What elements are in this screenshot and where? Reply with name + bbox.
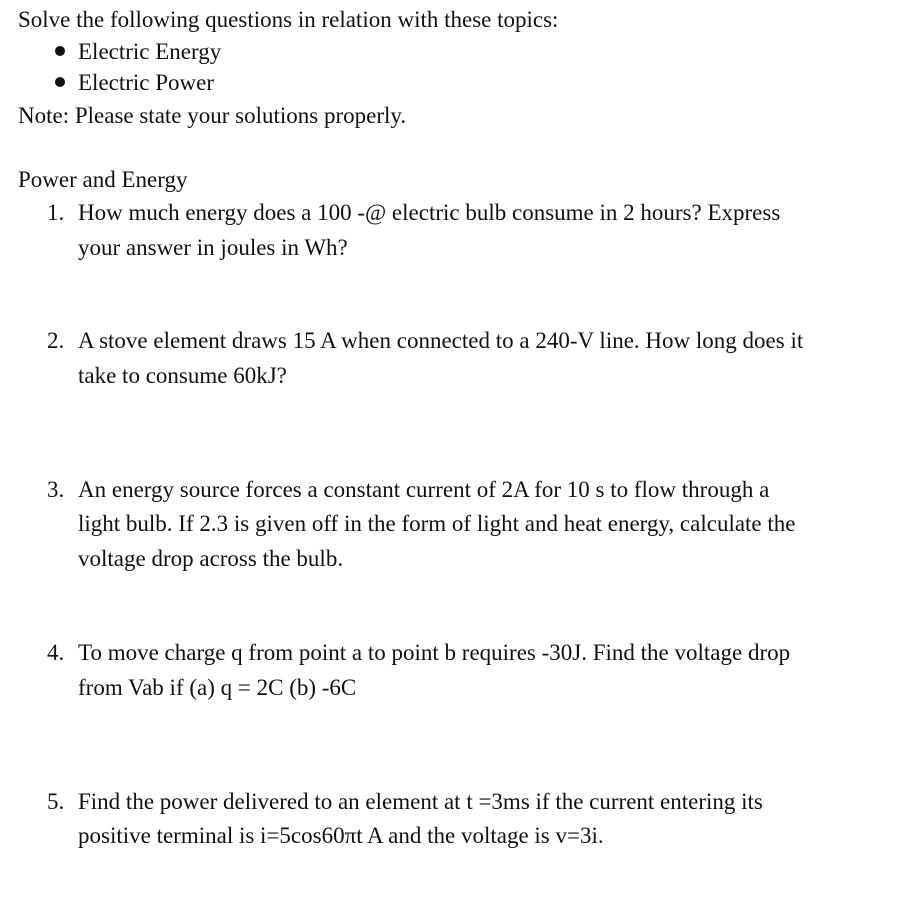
question-text-line: take to consume 60kJ? bbox=[78, 363, 287, 388]
question-text-line: How much energy does a 100 -@ electric bulb consume in 2 hours? Express bbox=[78, 200, 781, 225]
question-number: 3. bbox=[47, 477, 65, 502]
question-text-line: Find the power delivered to an element at t =3ms if the current entering its bbox=[78, 789, 763, 814]
question-text-line: your answer in joules in Wh? bbox=[78, 235, 348, 260]
topic-label: Electric Power bbox=[78, 70, 215, 95]
question-number: 2. bbox=[47, 328, 65, 353]
question-text-line: from Vab if (a) q = 2C (b) -6C bbox=[78, 675, 357, 700]
question-number: 1. bbox=[47, 200, 65, 225]
question-text-line: To move charge q from point a to point b requires -30J. Find the voltage drop bbox=[78, 640, 791, 665]
question-text-line: positive terminal is i=5cos60πt A and the voltage is v=3i. bbox=[78, 823, 604, 848]
bullet-icon bbox=[55, 77, 65, 87]
bullet-icon bbox=[55, 46, 65, 56]
topic-label: Electric Energy bbox=[78, 39, 222, 64]
intro-text: Solve the following questions in relation with these topics: bbox=[18, 7, 559, 32]
question-text-line: light bulb. If 2.3 is given off in the form of light and heat energy, calculate the bbox=[78, 511, 796, 536]
question-text-line: An energy source forces a constant current of 2A for 10 s to flow through a bbox=[78, 477, 770, 502]
note-text: Note: Please state your solutions properly. bbox=[18, 103, 407, 128]
question-number: 5. bbox=[47, 789, 65, 814]
question-number: 4. bbox=[47, 640, 65, 665]
question-text-line: A stove element draws 15 A when connected to a 240-V line. How long does it bbox=[78, 328, 804, 353]
section-title: Power and Energy bbox=[18, 167, 188, 192]
question-text-line: voltage drop across the bulb. bbox=[78, 546, 344, 571]
